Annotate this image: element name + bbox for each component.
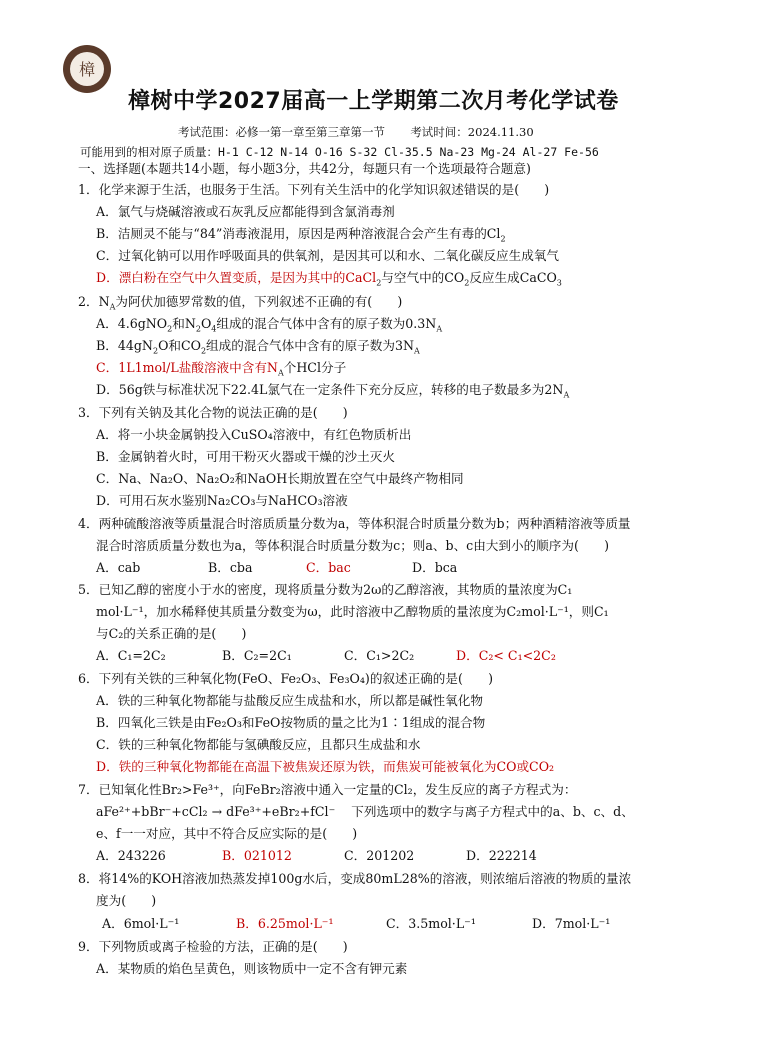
q3-option-a: A．将一小块金属钠投入CuSO₄溶液中，有红色物质析出: [96, 427, 412, 442]
q4-option-b: B．cba: [208, 560, 253, 575]
q8-option-d: D．7mol·L⁻¹: [532, 916, 611, 931]
q1-option-c: C．过氧化钠可以用作呼吸面具的供氧剂，是因其可以和水、二氧化碳反应生成氧气: [96, 248, 560, 263]
exam-scope-time: [178, 124, 534, 140]
q8-option-b: B．6.25mol·L⁻¹: [236, 916, 334, 931]
q2-option-a: A．4.6gNO$_2$和$N_2O_4$组成的混合气体中含有的原子数为$0.3N_A$: [96, 316, 443, 334]
q1-option-b: B．洁厕灵不能与“84”消毒液混用，原因是两种溶液混合会产生有毒的$Cl_2$: [96, 226, 506, 244]
q8-line2: 度为( ): [96, 893, 157, 908]
q2-c-pre: C．1L1mol/L盐酸溶液中含有N: [96, 360, 278, 375]
q1-option-b-text: B．洁厕灵不能与“84”消毒液混用，原因是两种溶液混合会产生有毒的Cl: [96, 226, 501, 241]
q1-option-d: D．漂白粉在空气中久置变质，是因为其中的CaCl$_2$与空气中的$CO_2$反应生成CaCO$_3$: [96, 270, 562, 288]
section-heading: 一、选择题(本题共14小题，每小题3分，共42分，每题只有一个选项最符合题意): [78, 161, 531, 176]
atomic-masses: 可能用到的相对原子质量：H-1 C-12 N-14 O-16 S-32 Cl-35.5 Na-23 Mg-24 Al-27 Fe-56: [80, 145, 599, 159]
q2-c-post: 个HCl分子: [283, 360, 347, 375]
q7-line1: 7．已知氧化性Br₂>Fe³⁺，向FeBr₂溶液中通入一定量的Cl₂，发生反应的离子方程式为：: [78, 782, 577, 797]
q2-stem-pre: 2．N: [78, 294, 110, 309]
q3-option-d: D．可用石灰水鉴别Na₂CO₃与NaHCO₃溶液: [96, 493, 348, 508]
q2-a-mid2: O: [200, 316, 212, 331]
q2-d-text: D．56g铁与标准状况下22.4L氯气在一定条件下充分反应，转移的电子数最多为2N: [96, 382, 564, 397]
exam-title: 樟树中学2027届高一上学期第二次月考化学试卷: [128, 89, 619, 114]
q7-line2-tail: 下列选项中的数字与离子方程式中的a、b、c、d、: [351, 804, 634, 819]
q2-option-b: B．$44gN_2O$和$CO_2$组成的混合气体中含有的原子数为$3N_A$: [96, 338, 420, 356]
q4-option-d: D．bca: [412, 560, 458, 575]
q1-option-d-mid: 与空气中的CO: [381, 270, 465, 285]
q4-option-a: A．cab: [96, 560, 141, 575]
q5-option-b: B．C₂=2C₁: [222, 648, 292, 663]
q6-option-a: A．铁的三种氧化物都能与盐酸反应生成盐和水，所以都是碱性氧化物: [96, 693, 483, 708]
q2-b-post: 组成的混合气体中含有的原子数为3N: [206, 338, 414, 353]
q1-option-d-end: 反应生成CaCO: [469, 270, 557, 285]
q4-line1: 4．两种硫酸溶液等质量混合时溶质质量分数为a，等体积混合时质量分数为b；两种酒精溶液等质量: [78, 516, 631, 531]
q2-a-pre: A．4.6gNO: [96, 316, 168, 331]
q2-a-post: 组成的混合气体中含有的原子数为0.3N: [216, 316, 437, 331]
q9-option-a: A．某物质的焰色呈黄色，则该物质中一定不含有钾元素: [96, 961, 408, 976]
q4-option-c: C．bac: [306, 560, 351, 575]
q5-line2: mol·L⁻¹，加水稀释使其质量分数变为ω，此时溶液中乙醇物质的量浓度为C₂mol·L⁻¹，则C₁: [96, 604, 609, 619]
q2-a-mid: 和N: [172, 316, 196, 331]
q8-option-a: A．6mol·L⁻¹: [102, 916, 180, 931]
q6-option-c: C．铁的三种氧化物都能与氢碘酸反应，且都只生成盐和水: [96, 737, 421, 752]
q2-b-pre: B．44gN: [96, 338, 153, 353]
q3-stem: 3．下列有关钠及其化合物的说法正确的是( ): [78, 405, 348, 420]
q7-line3: e、f一一对应，其中不符合反应实际的是( ): [96, 826, 358, 841]
q2-stem: 2．$N_A$为阿伏加德罗常数的值，下列叙述不正确的有( ): [78, 294, 403, 312]
q5-line1: 5．已知乙醇的密度小于水的密度，现将质量分数为2ω的乙醇溶液，其物质的量浓度为C₁: [78, 582, 573, 597]
q2-option-d: D．56g铁与标准状况下22.4L氯气在一定条件下充分反应，转移的电子数最多为$2N_A$: [96, 382, 570, 400]
exam-scope: 考试范围：必修一第一章至第三章第一节: [178, 125, 385, 139]
q5-option-d: D．C₂< C₁<2C₂: [456, 648, 556, 663]
q8-option-c: C．3.5mol·L⁻¹: [386, 916, 476, 931]
q7-option-a: A．243226: [96, 848, 166, 863]
q1-option-d-text: D．漂白粉在空气中久置变质，是因为其中的CaCl: [96, 270, 377, 285]
q2-stem-post: 为阿伏加德罗常数的值，下列叙述不正确的有( ): [115, 294, 403, 309]
q7-option-c: C．201202: [344, 848, 415, 863]
q5-option-c: C．C₁>2C₂: [344, 648, 415, 663]
q3-option-c: C．Na、Na₂O、Na₂O₂和NaOH长期放置在空气中最终产物相同: [96, 471, 464, 486]
q5-line3: 与C₂的关系正确的是( ): [96, 626, 247, 641]
q2-b-mid: O和CO: [158, 338, 201, 353]
exam-time: 考试时间：2024.11.30: [410, 125, 534, 139]
q6-stem: 6．下列有关铁的三种氧化物(FeO、Fe₂O₃、Fe₃O₄)的叙述正确的是( ): [78, 671, 493, 686]
q4-line2: 混合时溶质质量分数也为a，等体积混合时质量分数为c；则a、b、c由大到小的顺序为( ): [96, 538, 609, 553]
q6-option-d: D．铁的三种氧化物都能在高温下被焦炭还原为铁，而焦炭可能被氧化为CO或CO₂: [96, 759, 555, 774]
q7-option-b: B．021012: [222, 848, 292, 863]
q7-option-d: D．222214: [466, 848, 537, 863]
q8-line1: 8．将14%的KOH溶液加热蒸发掉100g水后，变成80mL28%的溶液，则浓缩后溶液的物质的量浓: [78, 871, 632, 886]
q3-option-b: B．金属钠着火时，可用干粉灭火器或干燥的沙土灭火: [96, 449, 395, 464]
q9-stem: 9．下列物质或离子检验的方法，正确的是( ): [78, 939, 348, 954]
q1-stem: 1．化学来源于生活，也服务于生活。下列有关生活中的化学知识叙述错误的是( ): [78, 182, 550, 197]
q2-option-c: C．1L1mol/L盐酸溶液中含有$N_A$个HCl分子: [96, 360, 347, 378]
q7-equation: aFe²⁺+bBr⁻+cCl₂ → dFe³⁺+eBr₂+fCl⁻: [96, 804, 336, 819]
q6-option-b: B．四氧化三铁是由Fe₂O₃和FeO按物质的量之比为1∶1组成的混合物: [96, 715, 486, 730]
svg-text:樟: 樟: [78, 60, 96, 79]
school-seal-logo: [62, 44, 112, 94]
q7-line2: [96, 806, 634, 819]
q1-option-a: A．氯气与烧碱溶液或石灰乳反应都能得到含氯消毒剂: [96, 204, 395, 219]
q5-option-a: A．C₁=2C₂: [96, 648, 166, 663]
